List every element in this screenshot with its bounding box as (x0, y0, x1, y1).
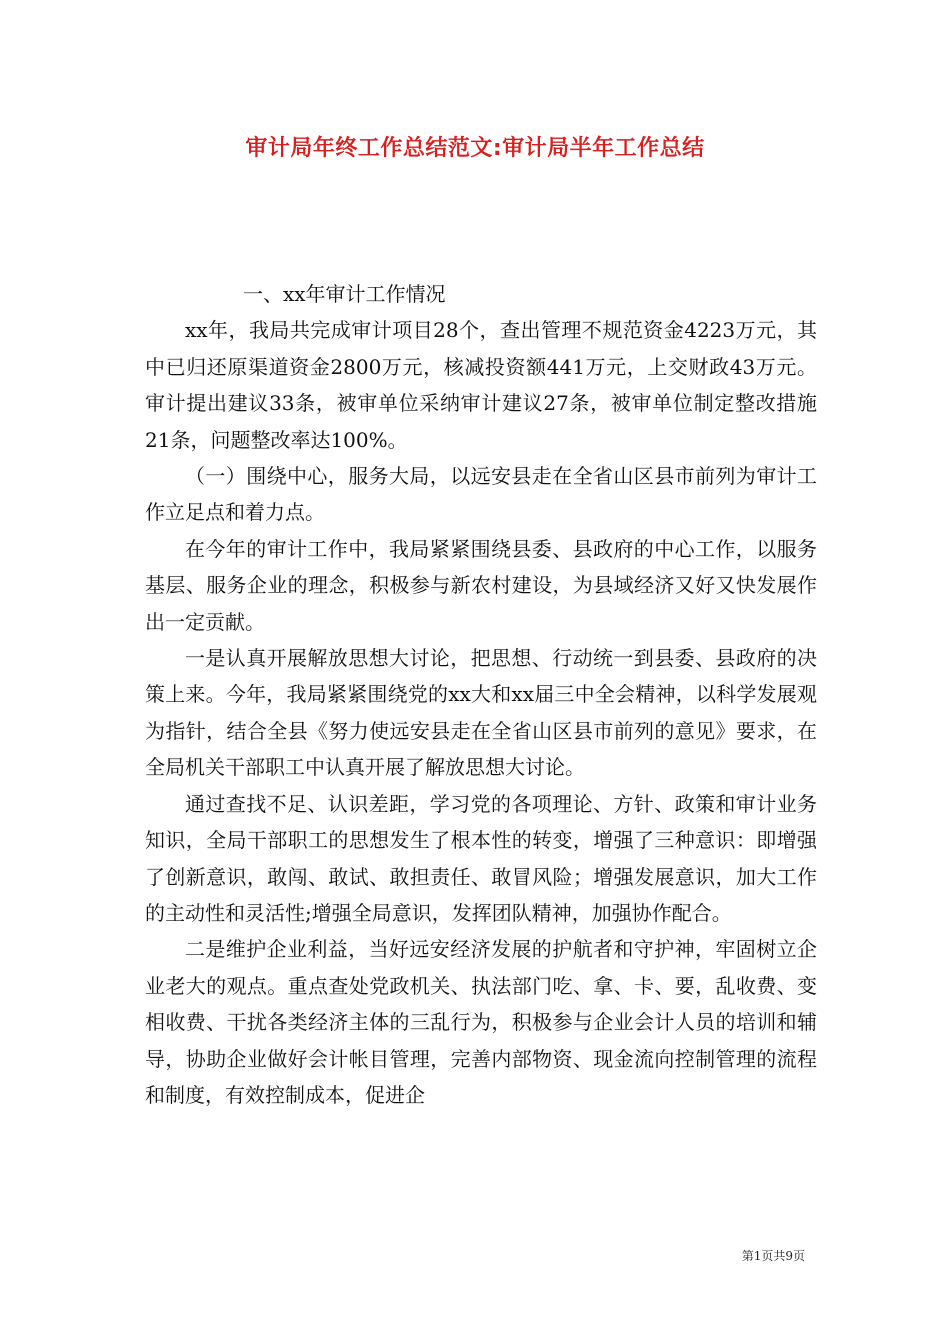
paragraph: 通过查找不足、认识差距，学习党的各项理论、方针、政策和审计业务知识，全局干部职工的思想发生了根本性的转变，增强了三种意识：即增强了创新意识，敢闯、敢试、敢担责任、敢冒风险；增强发展意识，加大工作的主动性和灵活性;增强全局意识，发挥团队精神，加强协作配合。 (145, 791, 817, 925)
paragraph: 在今年的审计工作中，我局紧紧围绕县委、县政府的中心工作，以服务基层、服务企业的理念，积极参与新农村建设，为县域经济又好又快发展作出一定贡献。 (145, 536, 817, 634)
paragraph: xx年，我局共完成审计项目28个，查出管理不规范资金4223万元，其中已归还原渠道资金2800万元，核减投资额441万元，上交财政43万元。审计提出建议33条，被审单位采纳审计建议27条，被审单位制定整改措施21条，问题整改率达100%。 (145, 318, 817, 452)
paragraph: 二是维护企业利益，当好远安经济发展的护航者和守护神，牢固树立企业老大的观点。重点查处党政机关、执法部门吃、拿、卡、要，乱收费、变相收费、干扰各类经济主体的三乱行为，积极参与企业会计人员的培训和辅导，协助企业做好会计帐目管理，完善内部物资、现金流向控制管理的流程和制度，有效控制成本，促进企 (145, 937, 817, 1107)
paragraph: （一）围绕中心，服务大局，以远安县走在全省山区县市前列为审计工作立足点和着力点。 (145, 464, 817, 525)
page-number: 第1页共9页 (741, 1249, 805, 1263)
document-body (145, 276, 817, 1113)
section-heading: 一、xx年审计工作情况 (243, 282, 446, 306)
paragraph: 一是认真开展解放思想大讨论，把思想、行动统一到县委、县政府的决策上来。今年，我局紧紧围绕党的xx大和xx届三中全会精神，以科学发展观为指针，结合全县《努力使远安县走在全省山区县市前列的意见》要求，在全局机关干部职工中认真开展了解放思想大讨论。 (145, 646, 817, 780)
document-title: 审计局年终工作总结范文:审计局半年工作总结 (245, 136, 705, 161)
